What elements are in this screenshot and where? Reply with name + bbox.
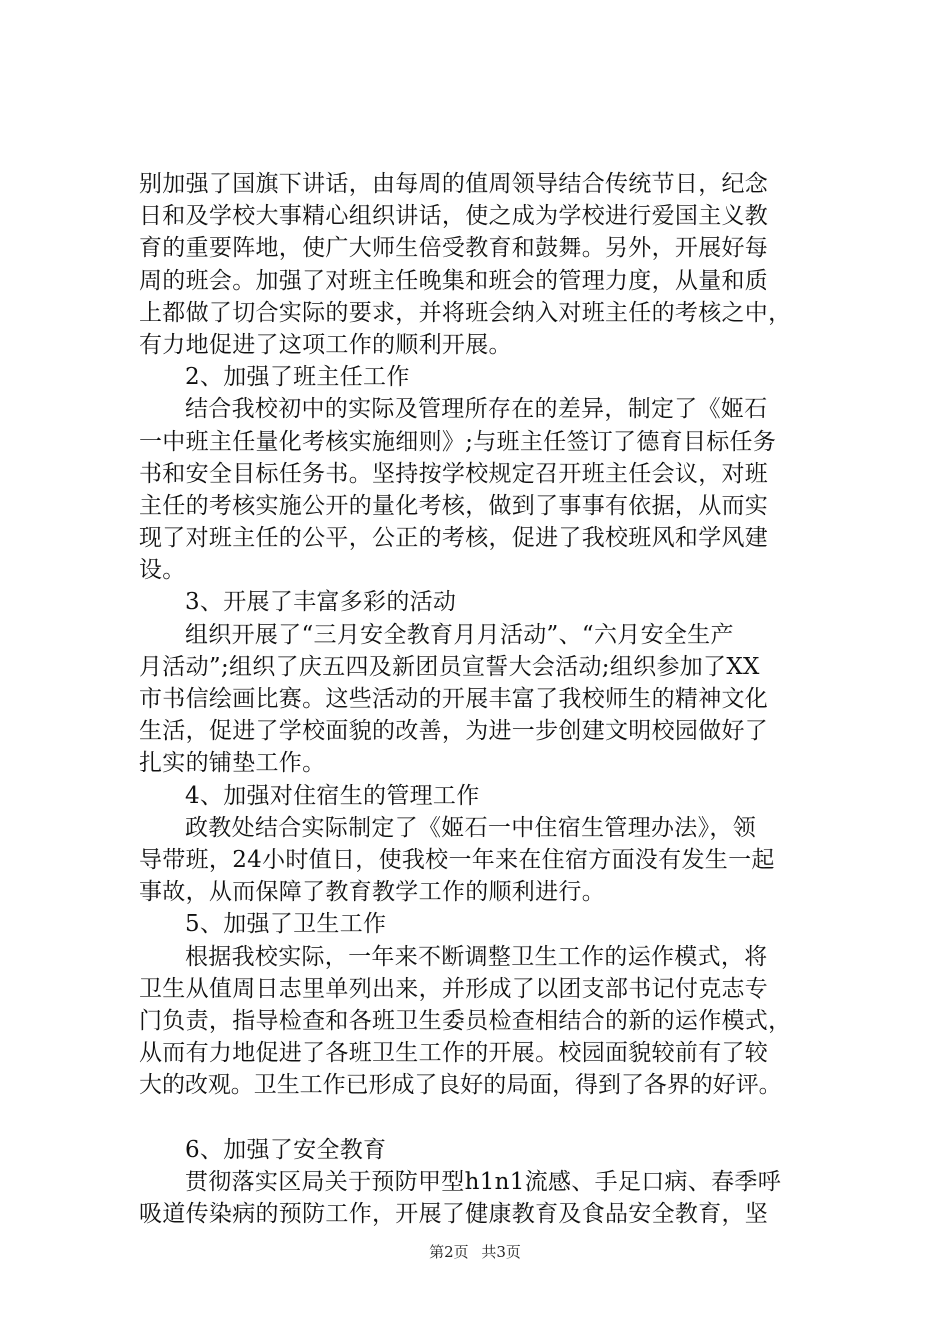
- paragraph-line: 育的重要阵地，使广大师生倍受教育和鼓舞。另外，开展好每: [139, 235, 769, 262]
- section-heading-5: 5、加强了卫生工作: [185, 911, 387, 938]
- paragraph-line: 贯彻落实区局关于预防甲型h1n1流感、手足口病、春季呼: [185, 1168, 781, 1195]
- paragraph-line: 事故，从而保障了教育教学工作的顺利进行。: [139, 879, 605, 906]
- section-heading-3: 3、开展了丰富多彩的活动: [185, 589, 457, 616]
- paragraph-line: 市书信绘画比赛。这些活动的开展丰富了我校师生的精神文化: [139, 686, 769, 712]
- blank-line: [139, 1101, 839, 1133]
- paragraph-line: 组织开展了“三月安全教育月月活动”、“六月安全生产: [185, 621, 734, 648]
- page-footer: [0, 1242, 950, 1262]
- paragraph-line: 上都做了切合实际的要求，并将班会纳入对班主任的考核之中，: [139, 299, 792, 326]
- section-heading-6: 6、加强了安全教育: [185, 1136, 387, 1163]
- paragraph-line: 扎实的铺垫工作。: [139, 750, 326, 777]
- paragraph-line: 吸道传染病的预防工作，开展了健康教育及食品安全教育，坚: [139, 1201, 769, 1227]
- paragraph-line: 设。: [139, 557, 186, 584]
- paragraph-line: 结合我校初中的实际及管理所存在的差异，制定了《姬石: [185, 396, 768, 423]
- paragraph-line: 从而有力地促进了各班卫生工作的开展。校园面貌较前有了较: [139, 1040, 769, 1067]
- paragraph-line: 别加强了国旗下讲话，由每周的值周领导结合传统节日，纪念: [139, 171, 769, 197]
- paragraph-line: 现了对班主任的公平，公正的考核，促进了我校班风和学风建: [139, 525, 769, 552]
- section-heading-4: 4、加强对住宿生的管理工作: [185, 782, 480, 809]
- paragraph-line: 有力地促进了这项工作的顺利开展。: [139, 331, 512, 358]
- paragraph-line: 卫生从值周日志里单列出来，并形成了以团支部书记付克志专: [139, 975, 769, 1002]
- section-heading-2: 2、加强了班主任工作: [185, 364, 410, 391]
- paragraph-line: 月活动”;组织了庆五四及新团员宣誓大会活动;组织参加了XX: [139, 653, 760, 680]
- paragraph-line: 周的班会。加强了对班主任晚集和班会的管理力度，从量和质: [139, 267, 769, 294]
- paragraph-line: 主任的考核实施公开的量化考核，做到了事事有依据，从而实: [139, 492, 769, 519]
- paragraph-line: 政教处结合实际制定了《姬石一中住宿生管理办法》，领: [185, 814, 756, 841]
- paragraph-line: 大的改观。卫生工作已形成了良好的局面，得到了各界的好评。: [139, 1072, 782, 1099]
- page-total: 共3页: [481, 1243, 521, 1261]
- document-body: [139, 168, 839, 1230]
- page-number: 第2页: [429, 1243, 469, 1261]
- paragraph-line: 根据我校实际，一年来不断调整卫生工作的运作模式，将: [185, 943, 768, 970]
- paragraph-line: 生活，促进了学校面貌的改善，为进一步创建文明校园做好了: [139, 718, 769, 745]
- paragraph-line: 门负责，指导检查和各班卫生委员检查相结合的新的运作模式，: [139, 1007, 792, 1034]
- paragraph-line: 一中班主任量化考核实施细则》;与班主任签订了德育目标任务: [139, 428, 777, 455]
- paragraph-line: 日和及学校大事精心组织讲话，使之成为学校进行爱国主义教: [139, 203, 769, 230]
- paragraph-line: 书和安全目标任务书。坚持按学校规定召开班主任会议，对班: [139, 460, 769, 487]
- paragraph-line: 导带班，24小时值日，使我校一年来在住宿方面没有发生一起: [139, 846, 775, 873]
